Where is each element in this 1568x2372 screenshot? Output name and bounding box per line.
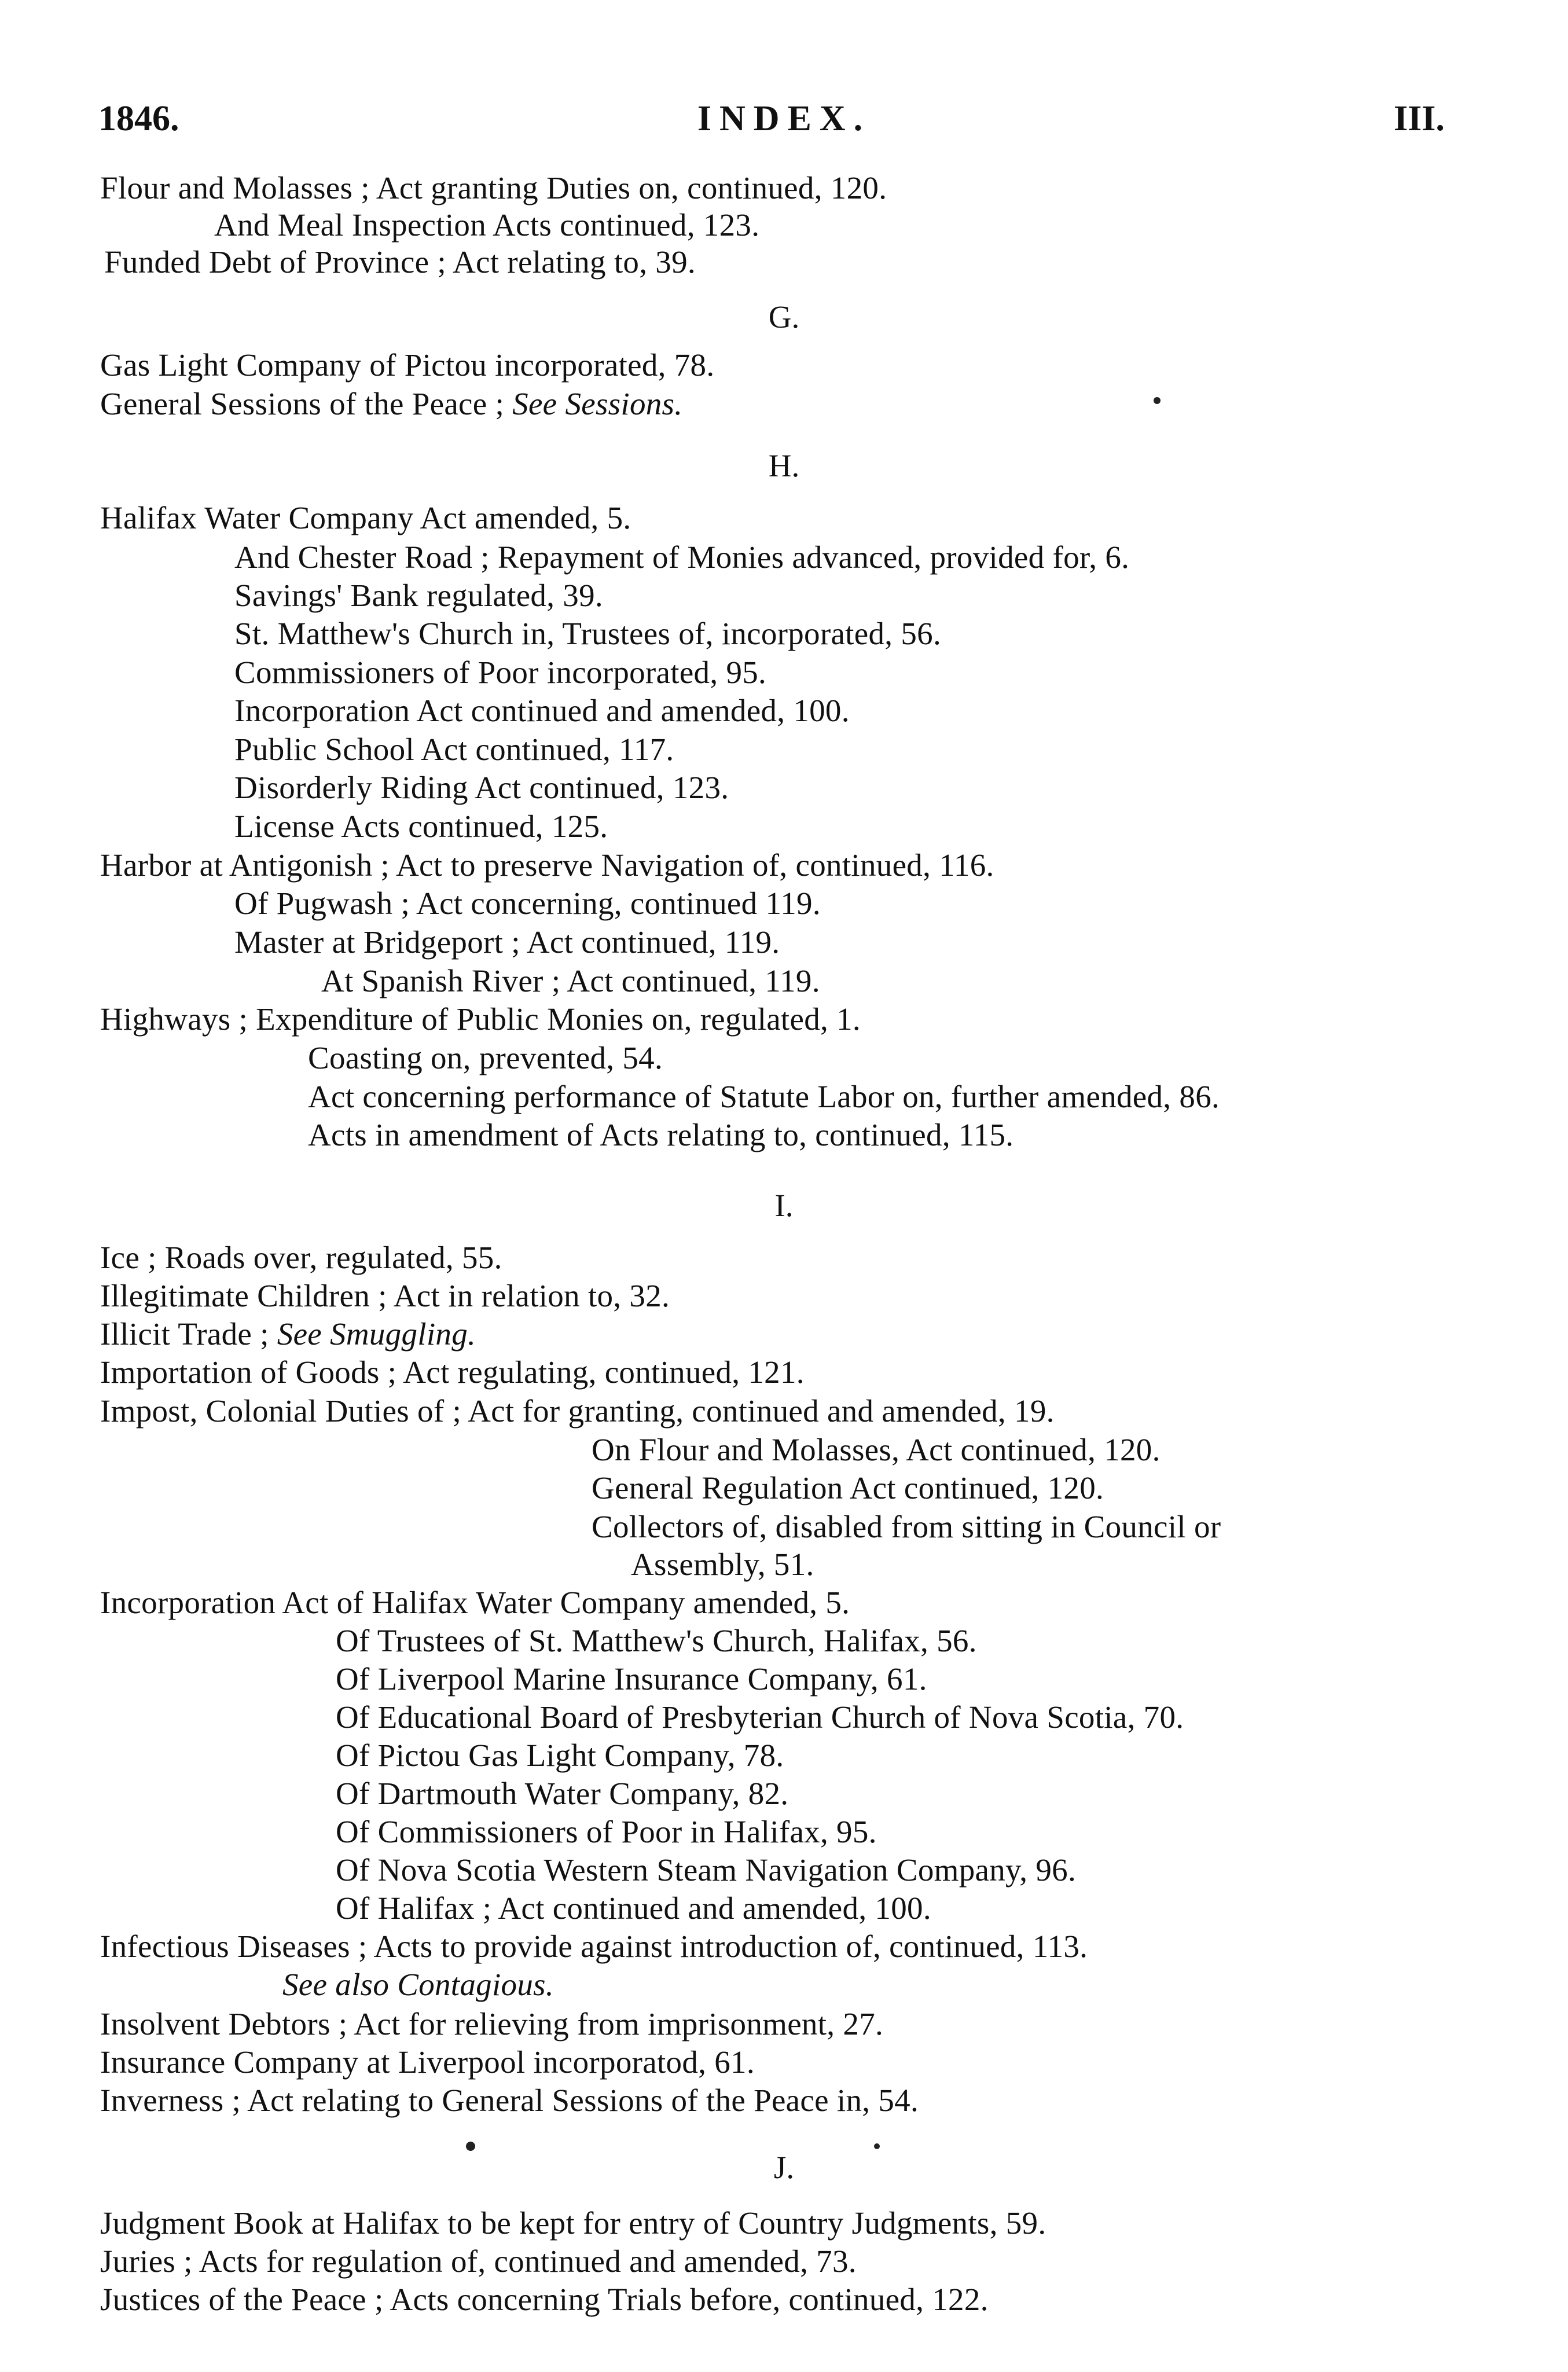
index-entry: Gas Light Company of Pictou incorporated, 78.: [100, 347, 715, 383]
index-entry: Highways ; Expenditure of Public Monies on, regulated, 1.: [100, 1001, 861, 1037]
index-entry: Of Pictou Gas Light Company, 78.: [336, 1738, 784, 1773]
entry-text: General Sessions of the Peace ;: [100, 386, 513, 421]
index-entry: On Flour and Molasses, Act continued, 120.: [592, 1432, 1161, 1467]
ink-speck: [874, 2143, 880, 2149]
index-entry: Insurance Company at Liverpool incorporatod, 61.: [100, 2044, 755, 2080]
page-title: INDEX.: [697, 99, 871, 138]
index-entry: Of Commissioners of Poor in Halifax, 95.: [336, 1814, 877, 1849]
index-entry: Of Pugwash ; Act concerning, continued 119.: [234, 886, 821, 921]
index-entry: St. Matthew's Church in, Trustees of, incorporated, 56.: [234, 616, 942, 651]
index-entry: Of Educational Board of Presbyterian Church of Nova Scotia, 70.: [336, 1699, 1184, 1735]
index-entry: Commissioners of Poor incorporated, 95.: [234, 655, 767, 690]
index-entry: Of Halifax ; Act continued and amended, 100.: [336, 1890, 931, 1926]
index-entry: Incorporation Act continued and amended, 100.: [234, 693, 850, 728]
index-entry: General Regulation Act continued, 120.: [592, 1470, 1104, 1506]
index-entry: Flour and Molasses ; Act granting Duties on, continued, 120.: [100, 170, 887, 205]
section-heading-g: G.: [768, 299, 800, 335]
see-reference: See Sessions.: [512, 386, 683, 421]
index-entry: Collectors of, disabled from sitting in Council or: [592, 1509, 1221, 1544]
index-entry: Justices of the Peace ; Acts concerning Trials before, continued, 122.: [100, 2282, 989, 2317]
index-entry: Acts in amendment of Acts relating to, continued, 115.: [308, 1117, 1014, 1152]
index-entry: Juries ; Acts for regulation of, continued and amended, 73.: [100, 2244, 857, 2279]
index-entry: Insolvent Debtors ; Act for relieving from imprisonment, 27.: [100, 2006, 884, 2041]
index-entry: Infectious Diseases ; Acts to provide against introduction of, continued, 113.: [100, 1929, 1088, 1964]
entry-text: Illicit Trade ;: [100, 1316, 277, 1352]
index-entry: Of Trustees of St. Matthew's Church, Halifax, 56.: [336, 1623, 977, 1658]
index-entry: Impost, Colonial Duties of ; Act for granting, continued and amended, 19.: [100, 1393, 1055, 1429]
index-entry: At Spanish River ; Act continued, 119.: [321, 963, 820, 998]
index-entry: [100, 385, 682, 423]
index-entry: And Meal Inspection Acts continued, 123.: [214, 207, 760, 243]
index-entry: Incorporation Act of Halifax Water Company amended, 5.: [100, 1585, 850, 1620]
index-entry: Master at Bridgeport ; Act continued, 119.: [234, 924, 780, 960]
index-entry: Ice ; Roads over, regulated, 55.: [100, 1240, 502, 1275]
section-heading-i: I.: [774, 1188, 794, 1223]
index-entry: Illegitimate Children ; Act in relation to, 32.: [100, 1278, 670, 1313]
index-entry: Judgment Book at Halifax to be kept for entry of Country Judgments, 59.: [100, 2205, 1046, 2241]
index-entry: Savings' Bank regulated, 39.: [234, 578, 603, 613]
index-entry: Disorderly Riding Act continued, 123.: [234, 770, 729, 805]
see-reference: See Smuggling.: [277, 1316, 476, 1352]
index-entry: Halifax Water Company Act amended, 5.: [100, 500, 631, 535]
see-reference: See also Contagious.: [282, 1967, 554, 2002]
index-entry: Funded Debt of Province ; Act relating to, 39.: [104, 244, 696, 280]
index-entry: Coasting on, prevented, 54.: [308, 1040, 663, 1075]
section-heading-h: H.: [768, 448, 800, 483]
section-heading-j: J.: [773, 2150, 795, 2185]
index-entry: Importation of Goods ; Act regulating, continued, 121.: [100, 1354, 805, 1390]
index-entry: Inverness ; Act relating to General Sessions of the Peace in, 54.: [100, 2083, 919, 2118]
index-entry: [100, 1315, 476, 1353]
index-entry: Public School Act continued, 117.: [234, 732, 674, 767]
index-entry: Act concerning performance of Statute Labor on, further amended, 86.: [308, 1079, 1220, 1114]
page-number: III.: [1394, 99, 1445, 138]
index-entry: Of Liverpool Marine Insurance Company, 61.: [336, 1661, 927, 1697]
index-entry: Of Nova Scotia Western Steam Navigation Company, 96.: [336, 1852, 1076, 1888]
index-entry: Assembly, 51.: [631, 1547, 814, 1582]
index-entry: Harbor at Antigonish ; Act to preserve Navigation of, continued, 116.: [100, 847, 994, 883]
index-entry: And Chester Road ; Repayment of Monies advanced, provided for, 6.: [234, 539, 1130, 575]
index-entry: License Acts continued, 125.: [234, 809, 608, 844]
index-entry: Of Dartmouth Water Company, 82.: [336, 1776, 789, 1811]
page-year: 1846.: [98, 99, 179, 138]
ink-speck: [466, 2142, 475, 2151]
ink-speck: [1154, 397, 1161, 404]
